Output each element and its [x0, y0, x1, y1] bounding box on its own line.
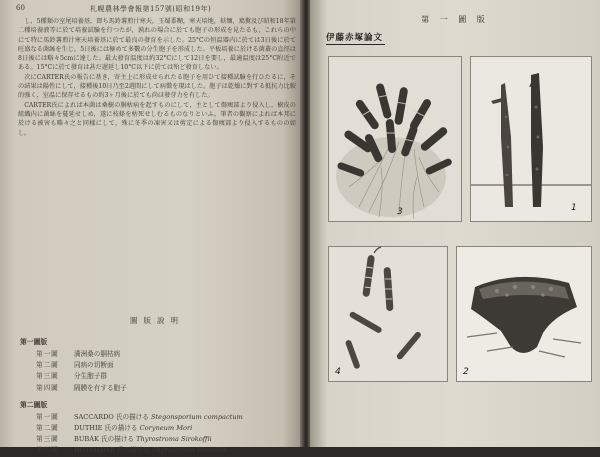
caption-text: [66, 423, 296, 434]
bark-section-illustration: [457, 247, 591, 381]
septate-spores-illustration: [329, 247, 447, 381]
plate-author: 伊藤赤塚論文: [326, 33, 384, 43]
species-name: Coryneum Mori: [139, 423, 193, 432]
captions-title: 圖版說明: [130, 316, 184, 325]
caption-text: [66, 434, 296, 445]
caption-number: 第四圖: [36, 383, 59, 392]
conidia-cluster-illustration: [329, 57, 461, 221]
caption-number: 第一圖: [36, 412, 59, 421]
figure-label: 4: [335, 367, 341, 377]
caption-text: 同病の切断面: [74, 361, 114, 370]
caption-row: [18, 371, 296, 382]
caption-text: 満洲桑の胴枯病: [74, 350, 121, 358]
species-name: Stegonsporium compactum: [150, 412, 243, 421]
plate-captions: [18, 315, 296, 457]
caption-row: [18, 349, 296, 360]
paragraph: 次にCARTER氏の報告に基き，寄主上に形成せられたる胞子を用ひて接種試驗を行ひたるに，その結果は陽性にして，接種後10日乃至2週間にして病徴を現はした。胞子は乾燥に對する抵抗力比較的強く，室温に保存せるもの約3ヶ月後に於ても尚ほ發芽力を有した。: [18, 73, 296, 100]
figure-label: 3: [397, 207, 403, 217]
caption-text: 分生胞子群: [74, 372, 107, 381]
species-name: Thyrostroma Sirokoffii: [136, 435, 212, 444]
figure-3-photo: [328, 56, 462, 222]
paragraph: し，5種類の室尾培養基，即ち馬鈴薯煎汁寒天，玉蜀黍糊，寒天培地，麸麺，鶏糞及び昭和18年第二種培養液等に於て培養試驗を行つたが，孰れの場合に於ても胞子の形成を見たるも，これらの中にて特に馬鈴薯煎汁寒天培養基に於て最良の發育を示した。25°Cの恒温器内に於ては3日後に於て旺盛なる菌絲を生じ，5日後には極めて多數の分生胞子を形成した。平板培養に於ける菌叢の直徑は8日後には略々5cmに達した。最大發育温度は約32°Cにして12日を要し，最適温度は25°C附近である。15°Cに於て發育は甚だ遅延し10°C以下に於ては殆ど發育しない。: [18, 18, 296, 72]
caption-number: 第二圖: [36, 361, 59, 370]
caption-row: [18, 434, 296, 445]
caption-text: [66, 412, 296, 423]
figure-4-photo: [328, 246, 448, 382]
running-header: 札幌農林學會報第157號(昭和19年): [90, 5, 212, 13]
page-number: 60: [16, 4, 25, 12]
paragraph: CARTER氏によれば本菌は桑樹の胴枯病を起すものにして，主として傷痍部より侵入し，樹皮の組織内に菌絲を蔓延せしめ，遂に枝條を枯死せしむるものなりといふ。筆者の觀察によれば本邦に於ける被害も略々之と同樣にして，殊に冬季の凍害又は剪定による傷痍部より侵入するものの如し。: [18, 101, 296, 137]
diseased-twigs-illustration: [471, 57, 591, 221]
caption-row: [18, 383, 296, 394]
plate-title: 第 一 圖 版: [421, 15, 489, 24]
caption-section-title: 第二圖版: [20, 400, 48, 409]
caption-row: [18, 445, 296, 456]
caption-author: DUTHIE 氏の描ける: [74, 423, 138, 432]
caption-author: HOTSHDAR 氏の描ける: [74, 446, 150, 455]
caption-section-title: 第一圖版: [20, 338, 48, 346]
figure-1-photo: [470, 56, 592, 222]
figure-2-photo: [456, 246, 592, 382]
body-text: [18, 17, 296, 138]
caption-number: 第四圖: [36, 446, 59, 455]
caption-author: BUBÁK 氏の描ける: [74, 435, 135, 444]
caption-row: [18, 412, 296, 423]
figure-label: 2: [463, 367, 469, 377]
caption-text: [66, 445, 296, 456]
caption-number: 第三圖: [36, 435, 59, 444]
caption-number: 第一圖: [36, 350, 59, 358]
figure-label: 1: [571, 203, 577, 213]
caption-text: 隔膜を有する胞子: [74, 383, 127, 392]
caption-number: 第三圖: [36, 372, 59, 381]
right-page: [310, 0, 600, 447]
caption-row: [18, 360, 296, 371]
species-name: Thyrostroma bovilellis: [152, 446, 227, 455]
caption-number: 第二圖: [36, 423, 59, 432]
caption-author: SACCARDO 氏の描ける: [74, 412, 149, 421]
caption-row: [18, 423, 296, 434]
